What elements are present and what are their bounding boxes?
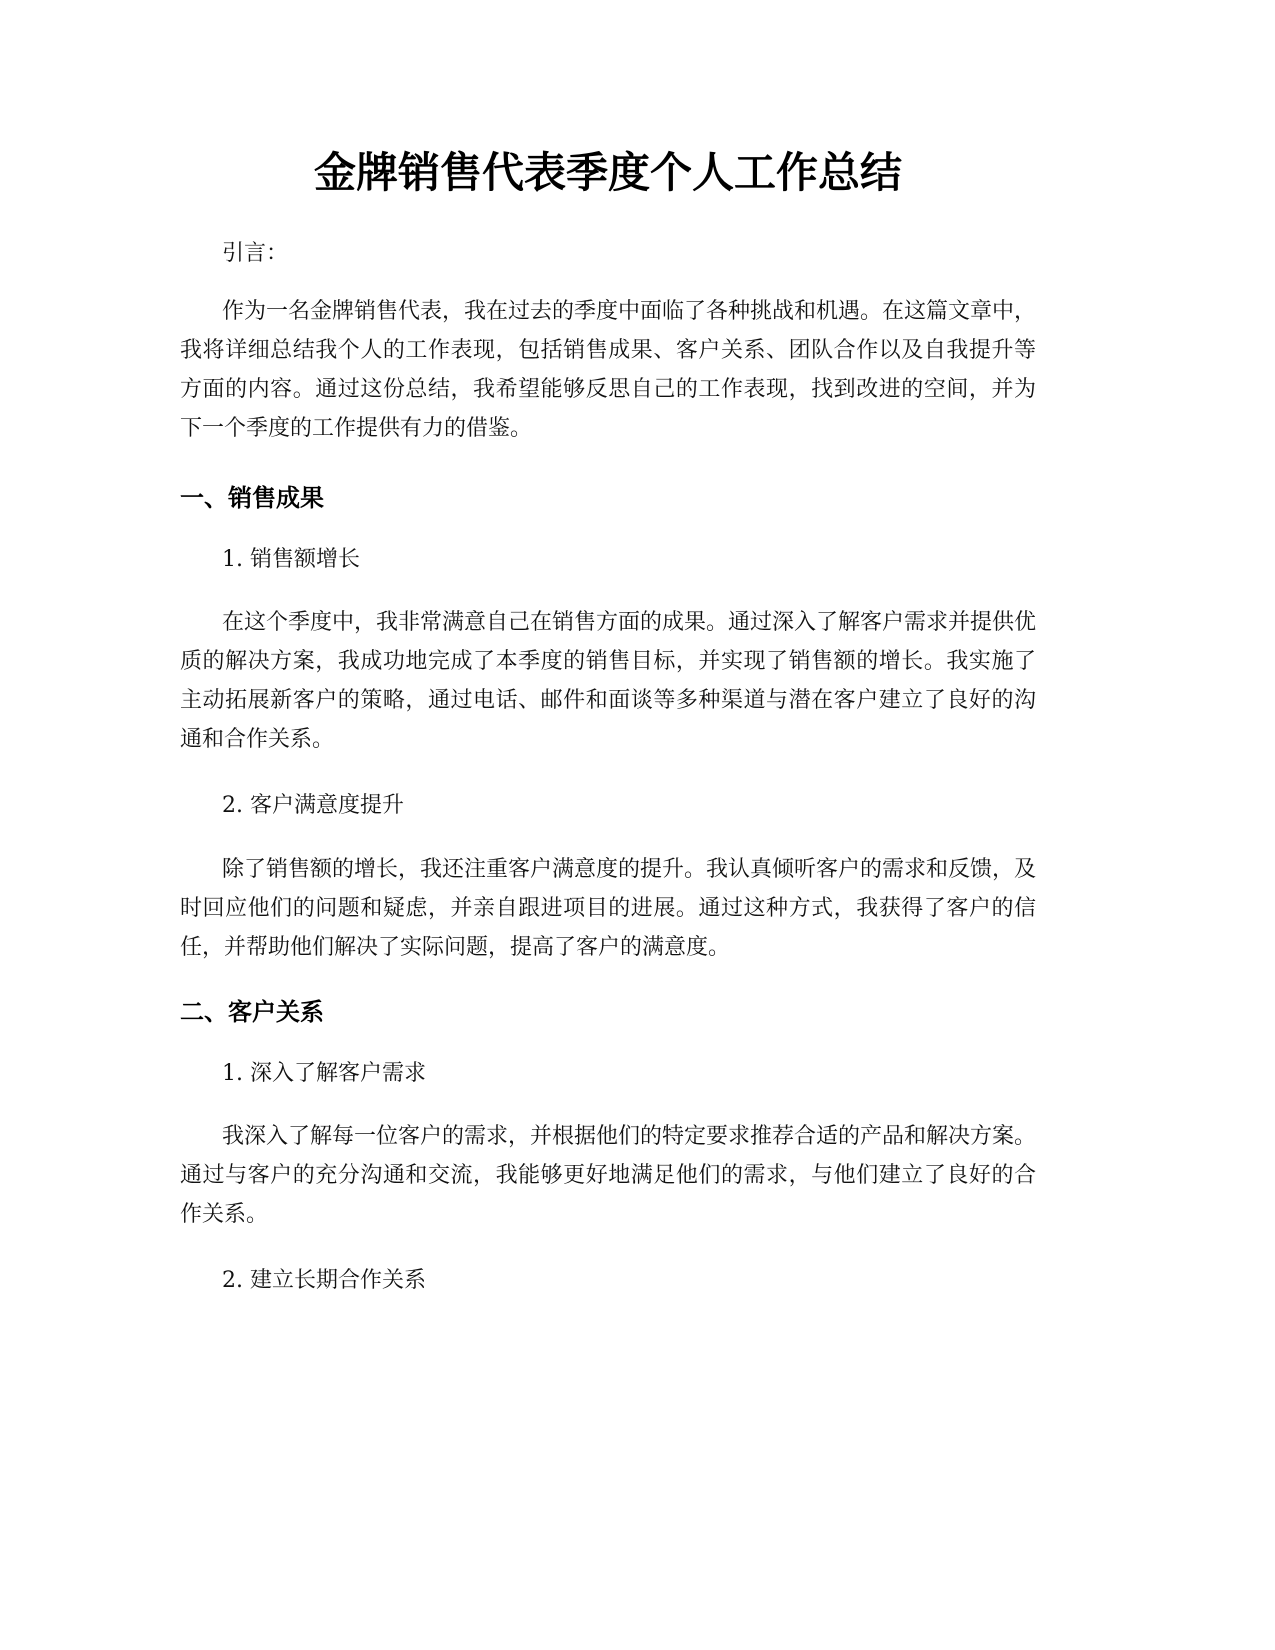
intro-paragraph: 作为一名金牌销售代表，我在过去的季度中面临了各种挑战和机遇。在这篇文章中，我将详细总结我个人的工作表现，包括销售成果、客户关系、团队合作以及自我提升等方面的内容。通过这份总结，我希望能够反思自己的工作表现，找到改进的空间，并为下一个季度的工作提供有力的借鉴。 <box>180 299 1037 441</box>
section-heading-customer-relations: 二、客户关系 <box>180 998 324 1026</box>
paragraph-understand-needs: 我深入了解每一位客户的需求，并根据他们的特定要求推荐合适的产品和解决方案。通过与客户的充分沟通和交流，我能够更好地满足他们的需求，与他们建立了良好的合作关系。 <box>180 1124 1037 1227</box>
subheading-long-term-cooperation: 2. 建立长期合作关系 <box>222 1268 426 1293</box>
intro-label: 引言： <box>222 241 289 266</box>
paragraph-customer-satisfaction: 除了销售额的增长，我还注重客户满意度的提升。我认真倾听客户的需求和反馈，及时回应他们的问题和疑虑，并亲自跟进项目的进展。通过这种方式，我获得了客户的信任，并帮助他们解决了实际问题，提高了客户的满意度。 <box>180 857 1037 960</box>
subheading-customer-satisfaction: 2. 客户满意度提升 <box>222 793 404 818</box>
subheading-understand-needs: 1. 深入了解客户需求 <box>222 1061 426 1086</box>
section-heading-sales-results: 一、销售成果 <box>180 484 324 512</box>
document-page <box>180 0 1036 1650</box>
paragraph-sales-growth: 在这个季度中，我非常满意自己在销售方面的成果。通过深入了解客户需求并提供优质的解决方案，我成功地完成了本季度的销售目标，并实现了销售额的增长。我实施了主动拓展新客户的策略，通过电话、邮件和面谈等多种渠道与潜在客户建立了良好的沟通和合作关系。 <box>180 610 1037 752</box>
subheading-sales-growth: 1. 销售额增长 <box>222 547 360 572</box>
document-title: 金牌销售代表季度个人工作总结 <box>313 148 902 197</box>
